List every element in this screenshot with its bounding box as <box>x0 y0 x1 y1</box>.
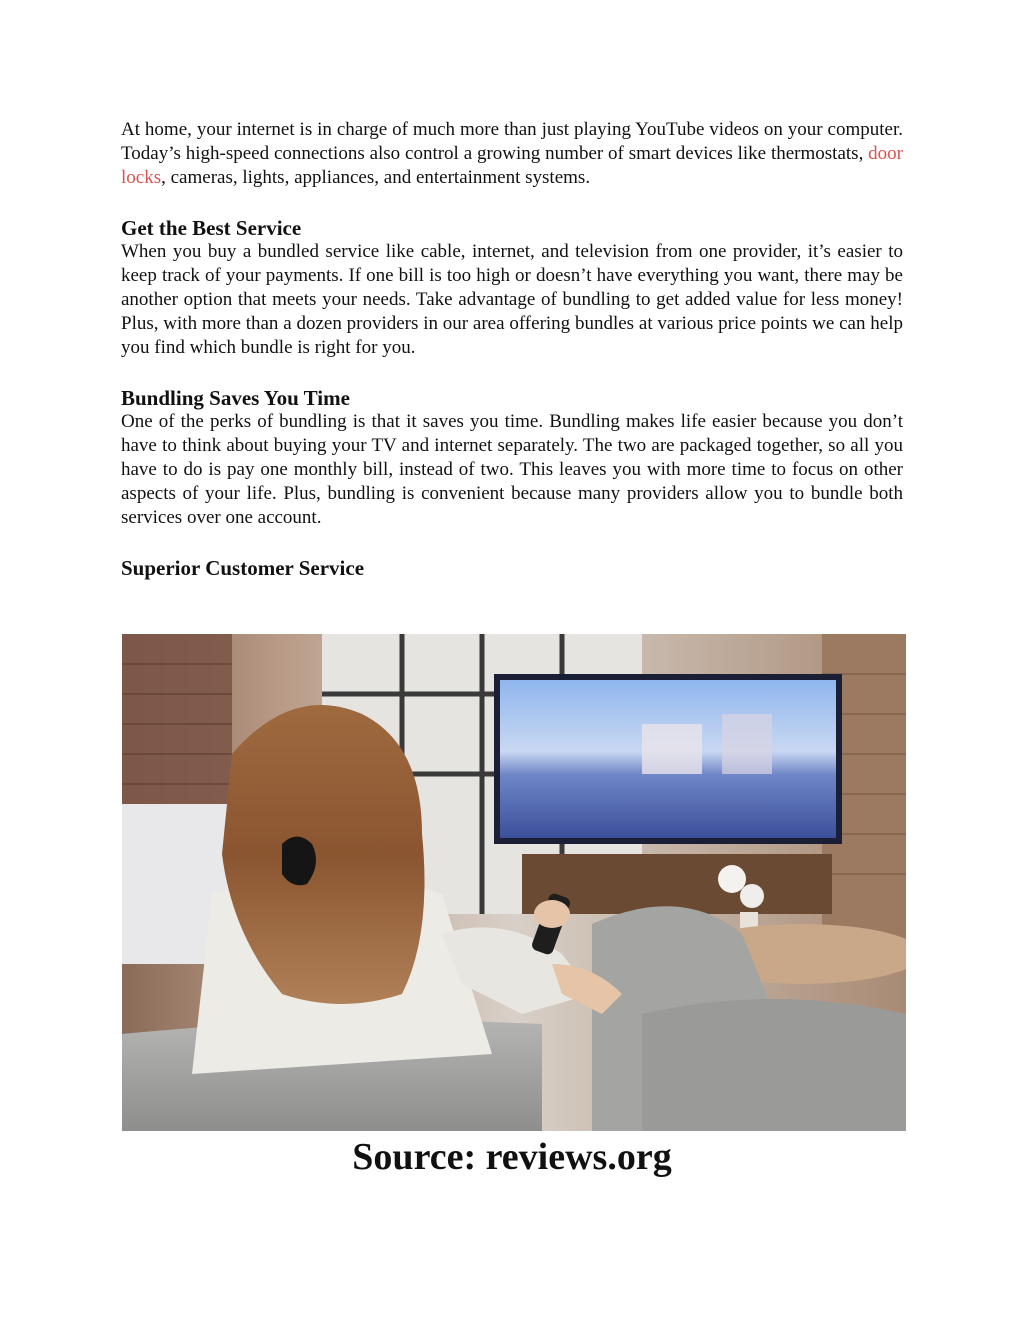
paragraph-bundling-saves-time: One of the perks of bundling is that it saves you time. Bundling makes life easier because you don’t have to think about buying your TV and internet separately. The two are packaged together, so all you have to do is pay one monthly bill, instead of two. This leaves you with more time to focus on other aspects of your life. Plus, bundling is convenient because many providers allow you to bundle both services over one account. <box>121 411 903 528</box>
intro-text-after-link: , cameras, lights, appliances, and entertainment systems. <box>161 167 591 188</box>
heading-superior-customer-service: Superior Customer Service <box>121 556 365 580</box>
door-locks-link[interactable]: door locks <box>121 143 903 188</box>
heading-bundling-saves-time: Bundling Saves You Time <box>121 386 350 410</box>
woman-watching-tv-photo <box>122 634 906 1131</box>
paragraph-get-best-service: When you buy a bundled service like cable, internet, and television from one provider, it’s easier to keep track of your payments. If one bill is too high or doesn’t have everything you want, there may be another option that meets your needs. Take advantage of bundling to get added value for less money! Plus, with more than a dozen providers in our area offering bundles at various price points we can help you find which bundle is right for you. <box>121 241 903 358</box>
intro-text-before-link: At home, your internet is in charge of much more than just playing YouTube videos on your computer. Today’s high-speed connections also control a growing number of smart devices like thermostats, <box>121 119 903 164</box>
heading-get-best-service: Get the Best Service <box>121 216 302 240</box>
article-body <box>121 118 903 580</box>
intro-paragraph <box>121 118 903 190</box>
image-source-caption: Source: reviews.org <box>352 1136 672 1178</box>
